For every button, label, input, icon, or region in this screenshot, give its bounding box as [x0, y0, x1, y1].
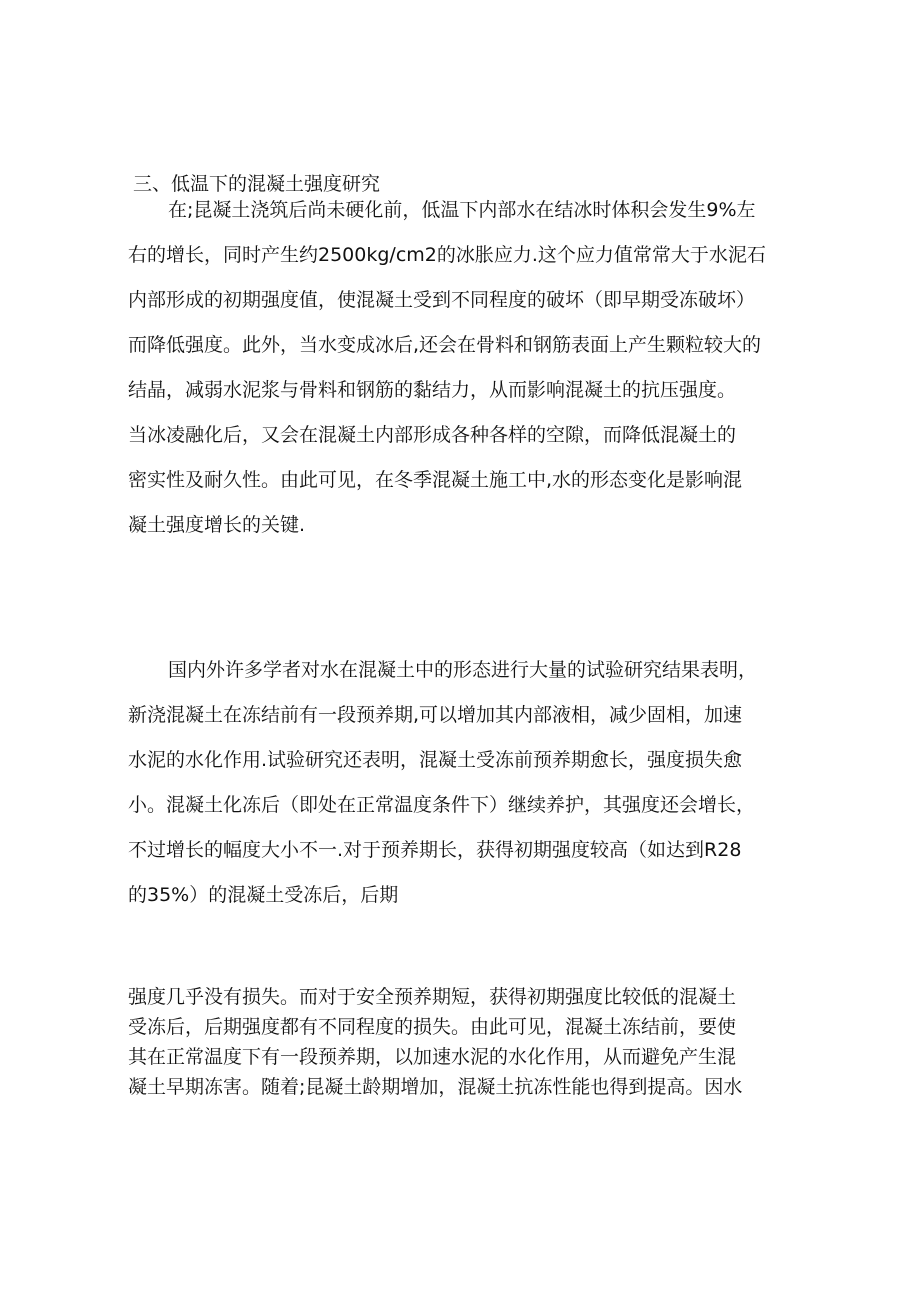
paragraph-line: 强度几乎没有损失。而对于安全预养期短，获得初期强度比较低的混凝土 — [128, 986, 737, 1008]
paragraph-line: 内部形成的初期强度值，使混凝土受到不同程度的破坏（即早期受冻破坏） — [128, 289, 756, 311]
paragraph-line: 不过增长的幅度大小不一.对于预养期长，获得初期强度较高（如达到R28 — [128, 839, 742, 861]
paragraph-2 — [128, 648, 788, 918]
paragraph-line: 当冰凌融化后，又会在混凝土内部形成各种各样的空隙，而降低混凝土的 — [128, 424, 737, 446]
paragraph-1 — [128, 188, 788, 548]
paragraph-line: 水泥的水化作用.试验研究还表明，混凝土受冻前预养期愈长，强度损失愈 — [128, 749, 743, 771]
paragraph-line: 小。混凝土化冻后（即处在正常温度条件下）继续养护，其强度还会增长， — [128, 794, 756, 816]
paragraph-line: 其在正常温度下有一段预养期，以加速水泥的水化作用，从而避免产生混 — [128, 1046, 737, 1068]
paragraph-line: 密实性及耐久性。由此可见，在冬季混凝土施工中,水的形态变化是影响混 — [128, 469, 743, 491]
section-heading: 三、低温下的混凝土强度研究 — [133, 173, 381, 195]
paragraph-line: 凝土强度增长的关键. — [128, 514, 306, 536]
paragraph-line: 在;昆凝土浇筑后尚未硬化前，低温下内部水在结冰时体积会发生9%左 — [168, 199, 756, 221]
paragraph-line: 结晶，减弱水泥浆与骨料和钢筋的黏结力，从而影响混凝土的抗压强度。 — [128, 379, 737, 401]
paragraph-line: 凝土早期冻害。随着;昆凝土龄期增加，混凝土抗冻性能也得到提高。因水 — [128, 1076, 743, 1098]
paragraph-3 — [128, 982, 788, 1102]
paragraph-line: 新浇混凝土在冻结前有一段预养期,可以增加其内部液相，减少固相，加速 — [128, 704, 743, 726]
paragraph-line: 受冻后，后期强度都有不同程度的损失。由此可见，混凝土冻结前，要使 — [128, 1016, 737, 1038]
paragraph-line: 而降低强度。此外，当水变成冰后,还会在骨料和钢筋表面上产生颗粒较大的 — [128, 334, 762, 356]
paragraph-line: 的35%）的混凝土受冻后，后期 — [128, 884, 399, 906]
paragraph-line: 右的增长，同时产生约2500kg∕cm2的冰胀应力.这个应力值常常大于水泥石 — [128, 244, 766, 266]
paragraph-line: 国内外许多学者对水在混凝土中的形态进行大量的试验研究结果表明， — [168, 659, 758, 681]
